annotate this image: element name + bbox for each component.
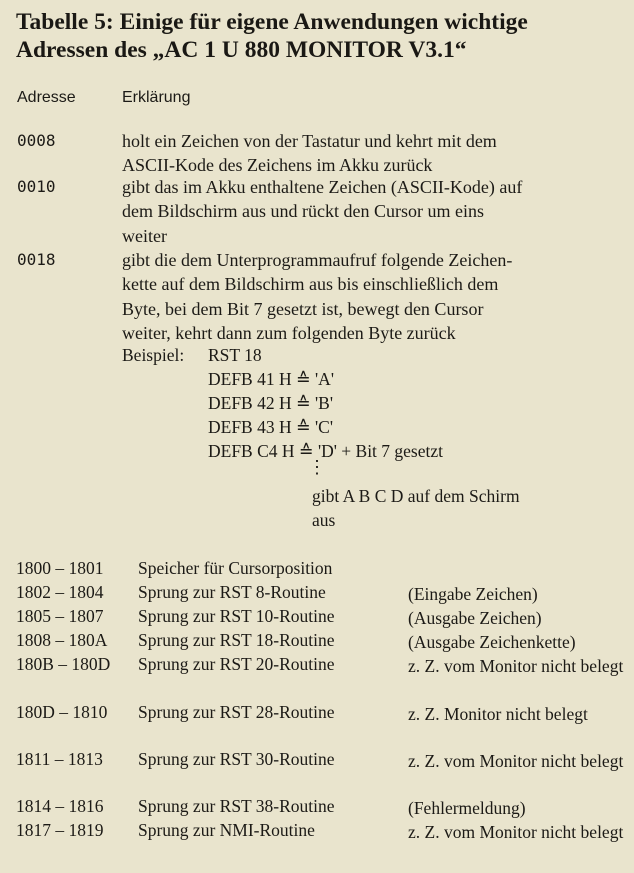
- range-address: 180B – 180D: [16, 654, 111, 674]
- example-result: gibt A B C D auf dem Schirm: [312, 486, 520, 506]
- range-note: z. Z. Monitor nicht belegt: [408, 704, 588, 724]
- example-defb: DEFB 42 H ≙ 'B': [208, 393, 334, 413]
- range-address: 1802 – 1804: [16, 582, 104, 602]
- range-address: 1811 – 1813: [16, 749, 103, 769]
- entry-explanation: [122, 129, 622, 178]
- entry-explanation: [122, 248, 622, 345]
- explanation-line: weiter, kehrt dann zum folgenden Byte zurück: [122, 322, 456, 343]
- range-description: Sprung zur RST 20-Routine: [138, 654, 335, 674]
- column-header-explanation: Erklärung: [122, 89, 191, 106]
- range-address: 1800 – 1801: [16, 558, 104, 578]
- range-description: Sprung zur RST 10-Routine: [138, 606, 335, 626]
- range-row: [0, 630, 634, 654]
- title-line-2: Adressen des „AC 1 U 880 MONITOR V3.1“: [16, 37, 467, 63]
- range-address: 1808 – 180A: [16, 630, 108, 650]
- range-address: 180D – 1810: [16, 702, 108, 722]
- column-header-address: Adresse: [17, 89, 76, 106]
- range-address: 1817 – 1819: [16, 820, 104, 840]
- range-description: Sprung zur RST 18-Routine: [138, 630, 335, 650]
- explanation-line: weiter: [122, 225, 167, 246]
- range-row: [0, 606, 634, 630]
- title-line-1: Tabelle 5: Einige für eigene Anwendungen wichtige: [16, 9, 528, 35]
- range-row: [0, 820, 634, 844]
- range-note: (Ausgabe Zeichen): [408, 608, 542, 628]
- range-description: Sprung zur RST 8-Routine: [138, 582, 326, 602]
- explanation-line: gibt das im Akku enthaltene Zeichen (ASCII-Kode) auf: [122, 177, 523, 197]
- range-description: Sprung zur RST 38-Routine: [138, 796, 335, 816]
- range-row: [0, 654, 634, 678]
- example-label: Beispiel:: [122, 345, 185, 365]
- explanation-line: gibt die dem Unterprogrammaufruf folgende Zeichen-: [122, 250, 513, 270]
- range-row: [0, 796, 634, 820]
- entry-address: 0010: [17, 177, 56, 196]
- range-description: Speicher für Cursorposition: [138, 558, 333, 578]
- example-defb: DEFB 43 H ≙ 'C': [208, 417, 334, 437]
- range-description: Sprung zur RST 30-Routine: [138, 749, 335, 769]
- range-row: [0, 702, 634, 726]
- entry-address: 0008: [17, 131, 56, 150]
- example-call: RST 18: [208, 345, 262, 365]
- range-address: 1814 – 1816: [16, 796, 104, 816]
- range-description: Sprung zur NMI-Routine: [138, 820, 315, 840]
- example-defb: DEFB C4 H ≙ 'D' + Bit 7 gesetzt: [208, 441, 444, 461]
- explanation-line: Byte, bei dem Bit 7 gesetzt ist, bewegt den Cursor: [122, 298, 484, 319]
- example-defb: DEFB 41 H ≙ 'A': [208, 369, 334, 389]
- range-row: [0, 558, 634, 582]
- range-note: (Ausgabe Zeichenkette): [408, 632, 576, 652]
- range-note: z. Z. vom Monitor nicht belegt: [408, 751, 624, 771]
- explanation-line: kette auf dem Bildschirm aus bis einschließlich dem: [122, 274, 499, 295]
- range-note: z. Z. vom Monitor nicht belegt: [408, 822, 624, 842]
- range-address: 1805 – 1807: [16, 606, 104, 626]
- ellipsis: ⋮: [308, 457, 326, 477]
- range-note: z. Z. vom Monitor nicht belegt: [408, 656, 624, 676]
- explanation-line: holt ein Zeichen von der Tastatur und kehrt mit dem: [122, 131, 497, 151]
- range-note: (Fehlermeldung): [408, 798, 526, 818]
- table-title: [16, 8, 628, 64]
- range-row: [0, 749, 634, 773]
- explanation-line: ASCII-Kode des Zeichens im Akku zurück: [122, 155, 433, 176]
- example-result: aus: [312, 510, 336, 530]
- range-description: Sprung zur RST 28-Routine: [138, 702, 335, 722]
- range-row: [0, 582, 634, 606]
- range-note: (Eingabe Zeichen): [408, 584, 538, 604]
- entry-address: 0018: [17, 250, 56, 269]
- explanation-line: dem Bildschirm aus und rückt den Cursor um eins: [122, 201, 484, 222]
- entry-explanation: [122, 175, 622, 248]
